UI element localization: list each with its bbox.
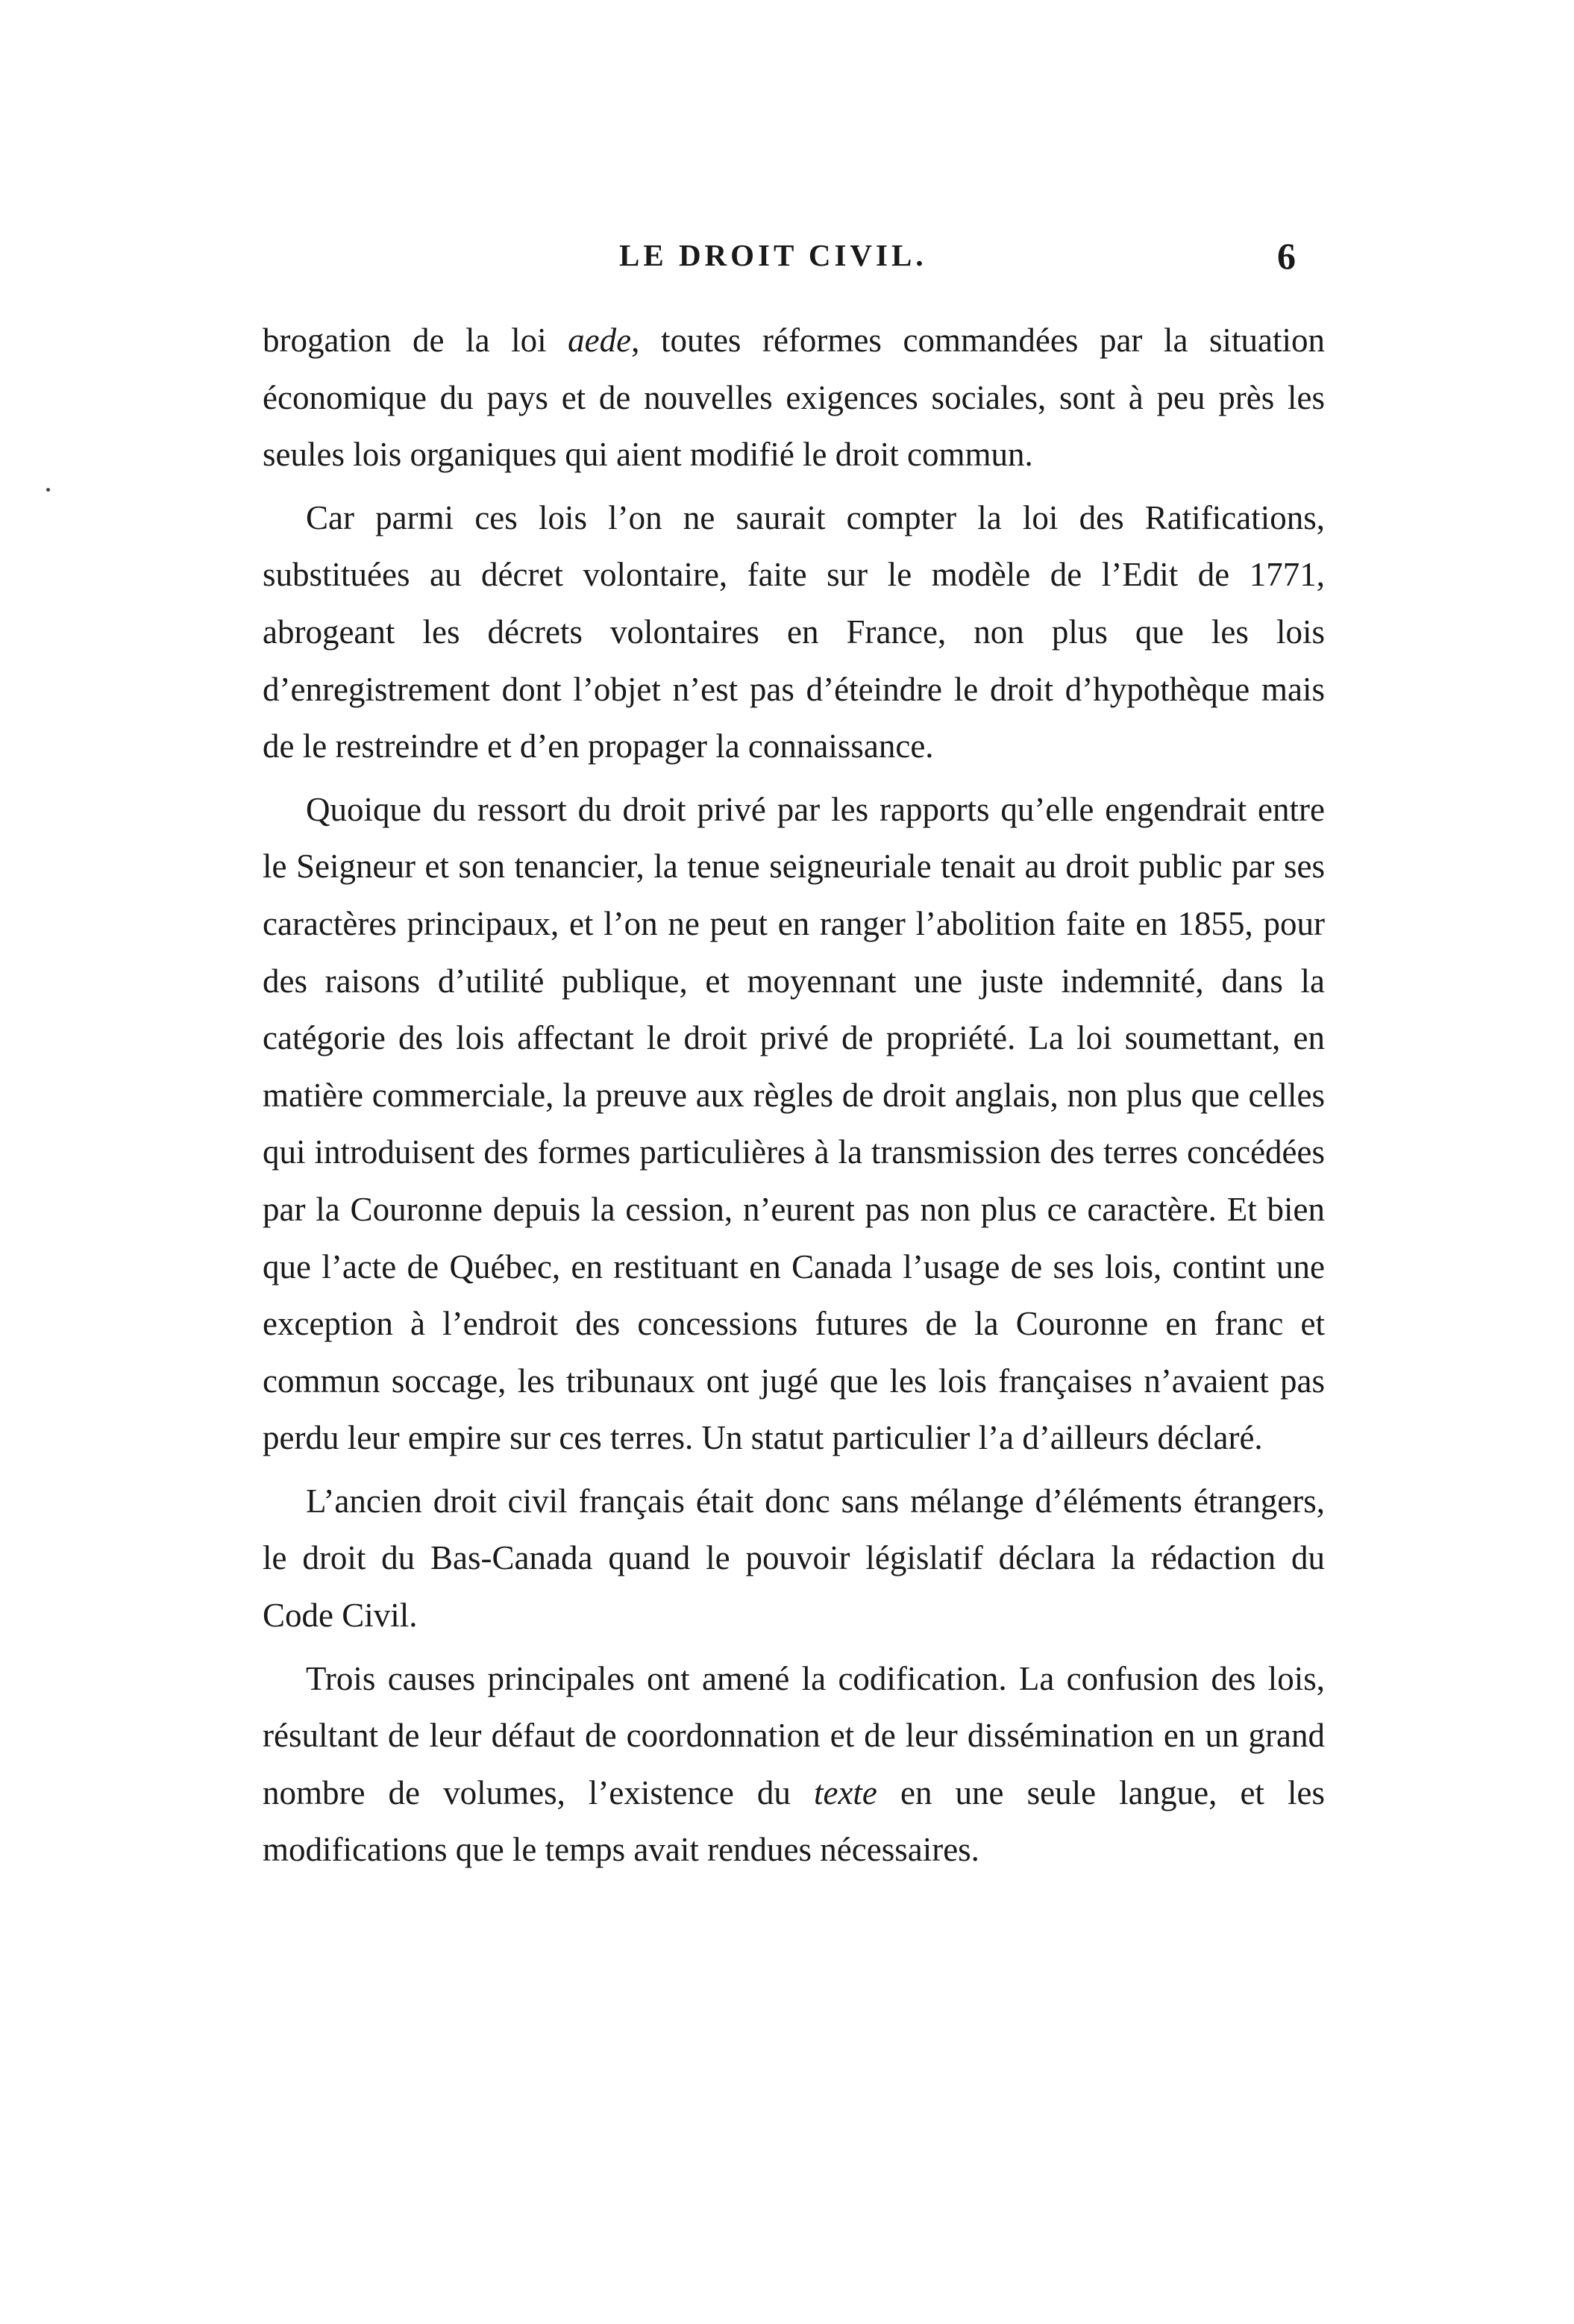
paragraph-5 xyxy=(263,1650,1325,1879)
paragraph-4: L’ancien droit civil français était donc sans mélange d’éléments étrangers, le droit du Bas-Canada quand le pouvoir législatif déclara la rédaction du Code Civil. xyxy=(263,1482,1325,1635)
paragraph-2: Car parmi ces lois l’on ne saurait compter la loi des Ratifications, substituées au décret volontaire, faite sur le modèle de l’Edit de 1771, abrogeant les décrets volontaires en France, non plus que les lois d’enregistrement dont l’objet n’est pas d’éteindre le droit d’hypothèque mais de le restreindre et d’en propager la connaissance. xyxy=(263,498,1325,765)
margin-speck xyxy=(46,488,50,492)
page-header xyxy=(0,237,1574,282)
paragraph-3: Quoique du ressort du droit privé par les rapports qu’elle engendrait entre le Seigneur et son tenancier, la tenue seigneuriale tenait au droit public par ses caractères principaux, et l’on ne peut en ranger l’abolition faite en 1855, pour des raisons d’utilité publique, et moyennant une juste indemnité, dans la catégorie des lois affectant le droit privé de propriété. La loi soumettant, en matière commerciale, la preuve aux règles de droit anglais, non plus que celles qui introduisent des formes particulières à la transmission des terres concédées par la Couronne depuis la cession, n’eurent pas non plus ce caractère. Et bien que l’acte de Québec, en restituant en Canada l’usage de ses lois, contint une exception à l’endroit des concessions futures de la Couronne en franc et commun soccage, les tribunaux ont jugé que les lois françaises n’avaient pas perdu leur empire sur ces terres. Un statut particulier l’a d’ailleurs déclaré. xyxy=(263,790,1325,1457)
paragraph-5-italic: texte xyxy=(813,1773,877,1811)
body-text xyxy=(263,312,1325,1885)
paragraph-1-italic: aede xyxy=(568,322,632,359)
paragraph-5-after: en une seule langue, et les modifications que le temps avait rendues nécessaires. xyxy=(263,1773,1325,1869)
paragraph-1 xyxy=(263,312,1325,483)
page-number: 6 xyxy=(1277,235,1296,277)
running-title: LE DROIT CIVIL. xyxy=(619,238,927,272)
paragraph-5-before: Trois causes principales ont amené la codification. La confusion des lois, résultant de leur défaut de coordonnation et de leur dissémination en un grand nombre de volumes, l’existence du xyxy=(263,1659,1325,1811)
paragraph-1-after: , toutes réformes commandées par la situation économique du pays et de nouvelles exigences sociales, sont à peu près les seules lois organiques qui aient modifié le droit commun. xyxy=(263,322,1325,474)
paragraph-1-before: brogation de la loi xyxy=(263,322,568,359)
